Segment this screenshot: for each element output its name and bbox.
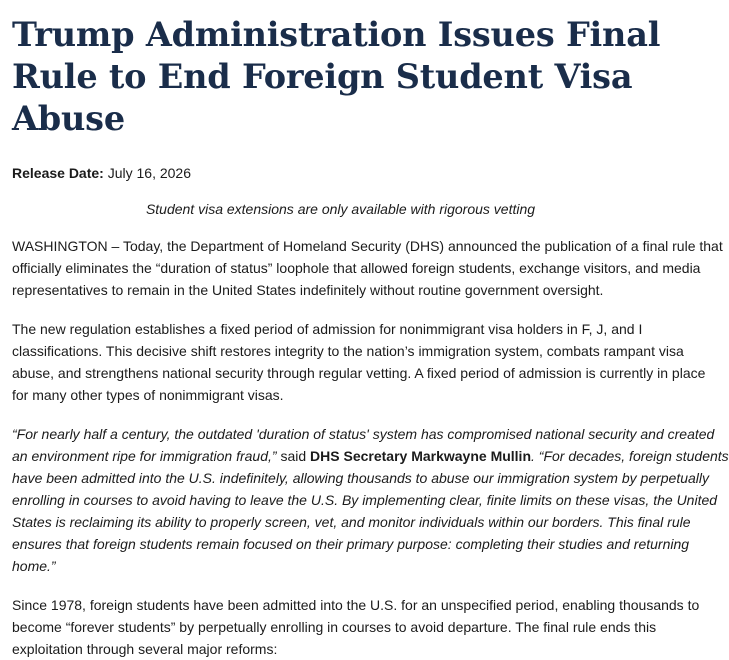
paragraph-line: The new regulation establishes a fixed period of admission for nonimmigrant visa holders in F, J, and I [12, 321, 643, 337]
quote-text: . “For decades, foreign students [531, 448, 729, 464]
paragraph-line: become “forever students” by perpetually enrolling in courses to avoid departure. The final rule ends this [12, 619, 657, 635]
paragraph-line: WASHINGTON – Today, the Department of Homeland Security (DHS) announced the publication of a final rule that [12, 238, 723, 254]
paragraph-intro [12, 235, 723, 301]
speaker-name: DHS Secretary Markwayne Mullin [310, 448, 532, 464]
paragraph-line: representatives to remain in the United States indefinitely without routine government oversight. [12, 282, 604, 298]
paragraph-line: Since 1978, foreign students have been admitted into the U.S. for an unspecified period, enabling thousands to [12, 597, 700, 613]
paragraph-regulation [12, 318, 712, 406]
quote-line [12, 445, 729, 467]
title-line: Trump Administration Issues Final [12, 15, 661, 54]
said-text: said [276, 448, 311, 464]
paragraph-line: for many other types of nonimmigrant visas. [12, 387, 284, 403]
quote-line: enrolling in courses to avoid having to leave the U.S. By implementing clear, finite limits on these visas, the United [12, 492, 718, 508]
quote-line: States is reclaiming its ability to properly screen, vet, and monitor individuals within our borders. This final rule [12, 514, 691, 530]
paragraph-history [12, 594, 712, 660]
quote-line: “For nearly half a century, the outdated 'duration of status' system has compromised national security and created [12, 426, 715, 442]
subtitle: Student visa extensions are only available with rigorous vetting [145, 201, 536, 217]
paragraph-line: abuse, and strengthens national security through regular vetting. A fixed period of admission is currently in place [12, 365, 706, 381]
title-line: Rule to End Foreign Student Visa [12, 57, 633, 96]
paragraph-quote [12, 423, 729, 577]
quote-line: have been admitted into the U.S. indefinitely, allowing thousands to abuse our immigration system by perpetually [12, 470, 710, 486]
title-line: Abuse [12, 99, 125, 138]
press-release [12, 0, 729, 660]
paragraph-line: exploitation through several major reforms: [12, 641, 278, 657]
release-date-value: July 16, 2026 [107, 165, 192, 181]
paragraph-line: classifications. This decisive shift restores integrity to the nation’s immigration system, combats rampant visa [12, 343, 684, 359]
quote-text: an environment ripe for immigration fraud,” [12, 448, 277, 464]
paragraph-line: officially eliminates the “duration of status” loophole that allowed foreign students, exchange visitors, and media [12, 260, 701, 276]
quote-line: home.” [12, 558, 56, 574]
page-title [12, 14, 662, 140]
quote-line: ensures that foreign students remain focused on their primary purpose: completing their studies and returning [12, 536, 690, 552]
release-date [12, 164, 712, 182]
release-date-label: Release Date: [12, 165, 104, 181]
